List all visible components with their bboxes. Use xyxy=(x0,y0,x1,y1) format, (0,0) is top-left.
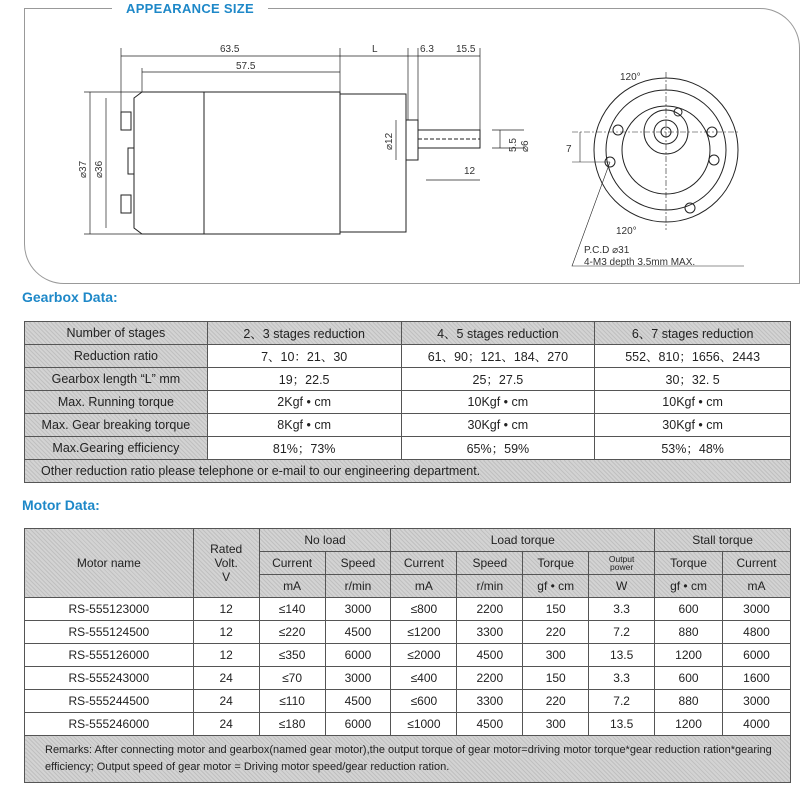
table-cell: 12 xyxy=(193,621,259,644)
table-cell: 6000 xyxy=(325,644,391,667)
power-label: power xyxy=(610,562,634,572)
dim-dia-37: ⌀37 xyxy=(78,160,89,178)
table-cell: 600 xyxy=(655,667,723,690)
unit-ma: mA xyxy=(722,575,790,598)
table-cell: ≤70 xyxy=(259,667,325,690)
stall-torque-header: Stall torque xyxy=(655,529,791,552)
unit-ma: mA xyxy=(391,575,457,598)
table-cell: 600 xyxy=(655,598,723,621)
table-cell: 4000 xyxy=(722,713,790,736)
table-cell: 3000 xyxy=(722,598,790,621)
table-cell: 3000 xyxy=(722,690,790,713)
dim-12: 12 xyxy=(464,166,476,177)
motor-header-row-1 xyxy=(25,529,791,552)
motor-title: Motor Data: xyxy=(22,497,100,513)
motor-rows xyxy=(25,598,791,736)
table-cell: 3300 xyxy=(457,690,523,713)
unit-gfcm: gf • cm xyxy=(655,575,723,598)
table-cell: 4500 xyxy=(457,644,523,667)
current-header: Current xyxy=(391,552,457,575)
gearbox-header-cell: 4、5 stages reduction xyxy=(401,322,595,345)
table-cell: 7.2 xyxy=(589,690,655,713)
table-row xyxy=(25,667,791,690)
table-cell: ≤220 xyxy=(259,621,325,644)
volt-label: Volt. xyxy=(214,556,238,570)
motor-remarks-row xyxy=(25,736,791,783)
table-cell: 4800 xyxy=(722,621,790,644)
gearbox-header-cell: 6、7 stages reduction xyxy=(595,322,791,345)
unit-rmin: r/min xyxy=(457,575,523,598)
table-cell: 61、90；121、184、270 xyxy=(401,345,595,368)
table-cell: 2200 xyxy=(457,598,523,621)
table-row xyxy=(25,414,791,437)
table-cell: 30Kgf • cm xyxy=(401,414,595,437)
gearbox-note-row xyxy=(25,460,791,483)
table-row xyxy=(25,713,791,736)
table-cell: 10Kgf • cm xyxy=(401,391,595,414)
speed-header: Speed xyxy=(457,552,523,575)
table-cell: 4500 xyxy=(325,690,391,713)
current-header: Current xyxy=(259,552,325,575)
table-cell: 7、10：21、30 xyxy=(207,345,401,368)
table-cell: 24 xyxy=(193,667,259,690)
table-cell: 3000 xyxy=(325,667,391,690)
table-cell: 150 xyxy=(523,667,589,690)
end-bump xyxy=(128,148,134,174)
dim-L: L xyxy=(372,44,378,55)
output-label: Output xyxy=(608,554,635,564)
motor-side-view xyxy=(121,92,480,234)
table-cell: ≤180 xyxy=(259,713,325,736)
motor-name-cell: RS-555126000 xyxy=(25,644,194,667)
table-cell: 19；22.5 xyxy=(207,368,401,391)
table-cell: 880 xyxy=(655,690,723,713)
table-cell: 8Kgf • cm xyxy=(207,414,401,437)
motor-remarks: Remarks: After connecting motor and gearbox(named gear motor),the output torque of gear motor=driving motor torque*gear reduction ration*gearing efficiency; Output speed of gear motor = Driving motor speed/gear reduction ration. xyxy=(25,736,791,783)
torque-header: Torque xyxy=(655,552,723,575)
table-cell: 13.5 xyxy=(589,644,655,667)
appearance-title: APPEARANCE SIZE xyxy=(112,1,268,16)
table-cell: 300 xyxy=(523,713,589,736)
table-cell: 3300 xyxy=(457,621,523,644)
table-row xyxy=(25,644,791,667)
torque-header: Torque xyxy=(523,552,589,575)
table-cell: 1600 xyxy=(722,667,790,690)
table-row xyxy=(25,621,791,644)
table-cell: 53%；48% xyxy=(595,437,791,460)
table-cell: 24 xyxy=(193,690,259,713)
table-cell: 12 xyxy=(193,644,259,667)
table-row xyxy=(25,368,791,391)
gearbox-title: Gearbox Data: xyxy=(22,289,118,305)
table-cell: ≤2000 xyxy=(391,644,457,667)
table-cell: 4500 xyxy=(325,621,391,644)
dim-57-5: 57.5 xyxy=(236,61,256,72)
table-cell: 81%；73% xyxy=(207,437,401,460)
table-cell: 24 xyxy=(193,713,259,736)
shaft-boss xyxy=(406,120,418,160)
motor-table xyxy=(24,528,791,783)
dim-15-5: 15.5 xyxy=(456,44,476,55)
dim-dia-36: ⌀36 xyxy=(94,160,105,178)
dim-7: 7 xyxy=(566,144,572,155)
gearbox-header-cell: Number of stages xyxy=(25,322,208,345)
unit-ma: mA xyxy=(259,575,325,598)
gearbox-table xyxy=(24,321,791,483)
motor-body xyxy=(134,92,340,234)
volt-unit: V xyxy=(222,570,231,584)
unit-rmin: r/min xyxy=(325,575,391,598)
gearbox-header-row xyxy=(25,322,791,345)
gearbox-body xyxy=(340,94,406,232)
motor-name-cell: RS-555244500 xyxy=(25,690,194,713)
m3-label: 4-M3 depth 3.5mm MAX. xyxy=(584,257,696,268)
table-cell: 880 xyxy=(655,621,723,644)
load-torque-header: Load torque xyxy=(391,529,655,552)
table-cell: 13.5 xyxy=(589,713,655,736)
angle-120-bottom: 120° xyxy=(616,226,637,237)
dim-5-5: 5.5 xyxy=(508,138,519,152)
table-cell: 150 xyxy=(523,598,589,621)
table-cell: 30；32. 5 xyxy=(595,368,791,391)
table-row xyxy=(25,598,791,621)
motor-name-cell: RS-555123000 xyxy=(25,598,194,621)
unit-w: W xyxy=(589,575,655,598)
gearbox-note: Other reduction ratio please telephone or e-mail to our engineering department. xyxy=(25,460,791,483)
table-cell: ≤1200 xyxy=(391,621,457,644)
row-label: Max.Gearing efficiency xyxy=(25,437,208,460)
dim-dia-12: ⌀12 xyxy=(384,132,395,150)
dim-6-3: 6.3 xyxy=(420,44,434,55)
table-cell: 10Kgf • cm xyxy=(595,391,791,414)
row-label: Reduction ratio xyxy=(25,345,208,368)
output-power-header xyxy=(589,552,655,575)
row-label: Gearbox length “L” mm xyxy=(25,368,208,391)
table-cell: 4500 xyxy=(457,713,523,736)
table-cell: 12 xyxy=(193,598,259,621)
table-cell: ≤350 xyxy=(259,644,325,667)
motor-front-view xyxy=(572,72,744,266)
pcd-label: P.C.D ⌀31 xyxy=(584,245,630,256)
terminal-bottom xyxy=(121,195,131,213)
table-cell: 3000 xyxy=(325,598,391,621)
gearbox-header-cell: 2、3 stages reduction xyxy=(207,322,401,345)
terminal-top xyxy=(121,112,131,130)
motor-name-cell: RS-555124500 xyxy=(25,621,194,644)
speed-header: Speed xyxy=(325,552,391,575)
table-cell: 25；27.5 xyxy=(401,368,595,391)
table-cell: 1200 xyxy=(655,644,723,667)
table-cell: 3.3 xyxy=(589,667,655,690)
table-cell: ≤600 xyxy=(391,690,457,713)
motor-name-header: Motor name xyxy=(25,529,194,598)
table-cell: 2Kgf • cm xyxy=(207,391,401,414)
table-cell: 30Kgf • cm xyxy=(595,414,791,437)
table-cell: 3.3 xyxy=(589,598,655,621)
table-cell: 65%；59% xyxy=(401,437,595,460)
table-cell: 552、810；1656、2443 xyxy=(595,345,791,368)
table-cell: ≤110 xyxy=(259,690,325,713)
unit-gfcm: gf • cm xyxy=(523,575,589,598)
rated-label: Rated xyxy=(210,542,243,556)
dim-dia-6: ⌀6 xyxy=(520,140,531,152)
motor-name-cell: RS-555246000 xyxy=(25,713,194,736)
table-cell: 300 xyxy=(523,644,589,667)
table-row xyxy=(25,690,791,713)
row-label: Max. Gear breaking torque xyxy=(25,414,208,437)
current-header: Current xyxy=(722,552,790,575)
table-cell: ≤140 xyxy=(259,598,325,621)
table-cell: 2200 xyxy=(457,667,523,690)
table-cell: 6000 xyxy=(325,713,391,736)
no-load-header: No load xyxy=(259,529,391,552)
motor-name-cell: RS-555243000 xyxy=(25,667,194,690)
angle-120-top: 120° xyxy=(620,72,641,83)
table-cell: 1200 xyxy=(655,713,723,736)
table-cell: 220 xyxy=(523,621,589,644)
table-cell: 6000 xyxy=(722,644,790,667)
table-cell: ≤1000 xyxy=(391,713,457,736)
table-row xyxy=(25,437,791,460)
technical-drawing xyxy=(24,8,798,282)
table-cell: ≤800 xyxy=(391,598,457,621)
table-cell: 7.2 xyxy=(589,621,655,644)
table-cell: ≤400 xyxy=(391,667,457,690)
dim-63-5: 63.5 xyxy=(220,44,240,55)
row-label: Max. Running torque xyxy=(25,391,208,414)
rated-volt-header xyxy=(193,529,259,598)
table-row xyxy=(25,345,791,368)
table-cell: 220 xyxy=(523,690,589,713)
table-row xyxy=(25,391,791,414)
